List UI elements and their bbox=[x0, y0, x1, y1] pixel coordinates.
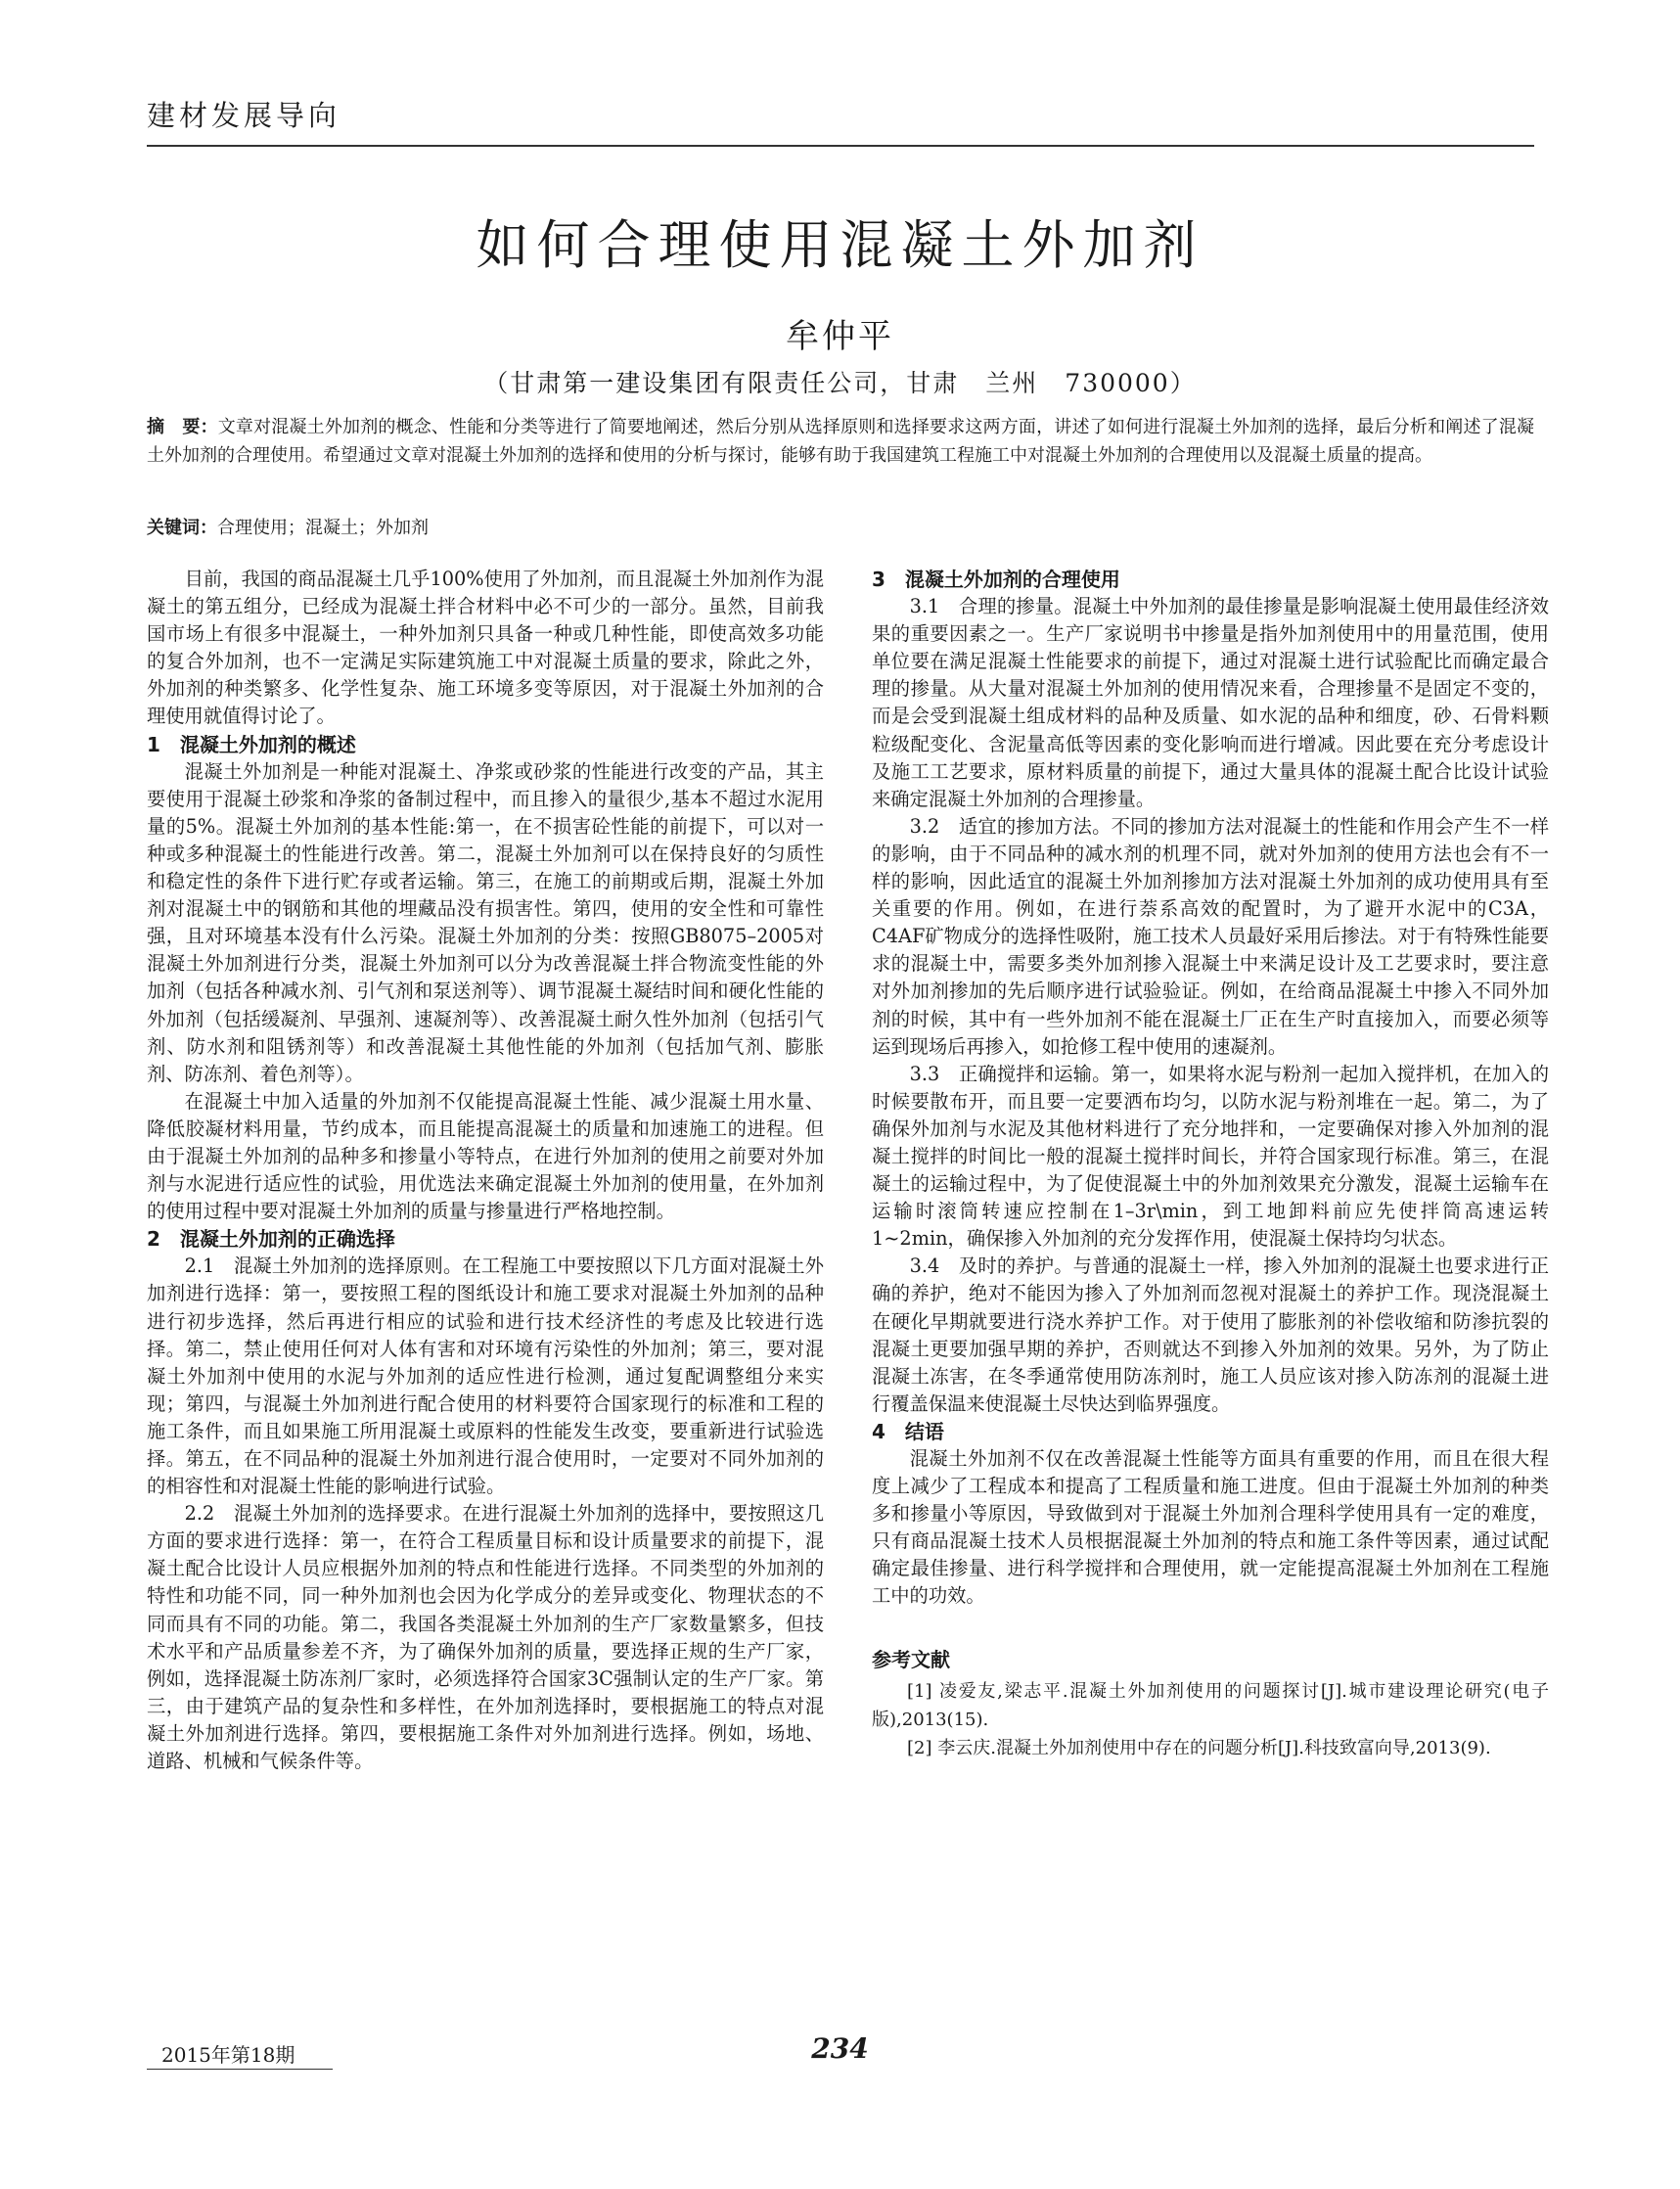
section-4-paragraph: 混凝土外加剂不仅在改善混凝土性能等方面具有重要的作用，而且在很大程度上减少了工程成本和提高了工程质量和施工进度。但由于混凝土外加剂的种类多和掺量小等原因，导致做到对于混凝土外加剂合理科学使用具有一定的难度，只有商品混凝土技术人员根据混凝土外加剂的特点和施工条件等因素，通过试配确定最佳掺量、进行科学搅拌和合理使用，就一定能提高混凝土外加剂在工程施工中的功效。 bbox=[872, 1447, 1549, 1608]
affiliation: （甘肃第一建设集团有限责任公司，甘肃 兰州 730000） bbox=[483, 369, 1197, 397]
section-3-4-paragraph: 3.4 及时的养护。与普通的混凝土一样，掺入外加剂的混凝土也要求进行正确的养护，绝对不能因为掺入了外加剂而忽视对混凝土的养护工作。现浇混凝土在硬化早期就要进行浇水养护工作。对于使用了膨胀剂的补偿收缩和防渗抗裂的混凝土更要加强早期的养护，否则就达不到掺入外加剂的效果。另外，为了防止混凝土冻害，在冬季通常使用防冻剂时，施工人员应该对掺入防冻剂的混凝土进行覆盖保温来使混凝土尽快达到临界强度。 bbox=[872, 1254, 1549, 1415]
section-2-1-paragraph: 2.1 混凝土外加剂的选择原则。在工程施工中要按照以下几方面对混凝土外加剂进行选择：第一，要按照工程的图纸设计和施工要求对混凝土外加剂的品种进行初步选择，然后再进行相应的试验和进行技术经济性的考虑及比较进行选择。第二，禁止使用任何对人体有害和对环境有污染性的外加剂；第三，要对混凝土外加剂中使用的水泥与外加剂的适应性进行检测，通过复配调整组分来实现；第四，与混凝土外加剂进行配合使用的材料要符合国家现行的标准和工程的施工条件，而且如果施工所用混凝土或原料的性能发生改变，要重新进行试验选择。第五，在不同品种的混凝土外加剂进行混合使用时，一定要对不同外加剂的的相容性和对混凝土性能的影响进行试验。 bbox=[147, 1254, 824, 1498]
keywords-label: 关键词： bbox=[147, 518, 217, 538]
keywords bbox=[147, 514, 1534, 542]
right-column bbox=[872, 566, 1549, 1762]
section-1-paragraph-2: 在混凝土中加入适量的外加剂不仅能提高混凝土性能、减少混凝土用水量、降低胶凝材料用量，节约成本，而且能提高混凝土的质量和加速施工的进程。但由于混凝土外加剂的品种多和掺量小等特点，在进行外加剂的使用之前要对外加剂与水泥进行适应性的试验，用优选法来确定混凝土外加剂的使用量，在外加剂的使用过程中要对混凝土外加剂的质量与掺量进行严格地控制。 bbox=[147, 1089, 824, 1223]
reference-item: [2] 李云庆.混凝土外加剂使用中存在的问题分析[J].科技致富向导,2013(9). bbox=[907, 1737, 1491, 1758]
section-3-heading: 3 混凝土外加剂的合理使用 bbox=[872, 568, 1120, 591]
references-heading: 参考文献 bbox=[872, 1647, 950, 1671]
section-3-3-paragraph: 3.3 正确搅拌和运输。第一，如果将水泥与粉剂一起加入搅拌机，在加入的时候要散布开，而且要一定要洒布均匀，以防水泥与粉剂堆在一起。第二，为了确保外加剂与水泥及其他材料进行了充分地拌和，一定要确保对掺入外加剂的混凝土搅拌的时间比一般的混凝土搅拌时间长，并符合国家现行标准。第三，在混凝土的运输过程中，为了促使混凝土中的外加剂效果充分激发，混凝土运输车在运输时滚筒转速应控制在1–3r\min，到工地卸料前应先使拌筒高速运转1~2min，确保掺入外加剂的充分发挥作用，使混凝土保持均匀状态。 bbox=[872, 1062, 1549, 1251]
intro-paragraph: 目前，我国的商品混凝土几乎100%使用了外加剂，而且混凝土外加剂作为混凝土的第五组分，已经成为混凝土拌合材料中必不可少的一部分。虽然，目前我国市场上有很多中混凝土，一种外加剂只具备一种或几种性能，即使高效多功能的复合外加剂，也不一定满足实际建筑施工中对混凝土质量的要求，除此之外，外加剂的种类繁多、化学性复杂、施工环境多变等原因，对于混凝土外加剂的合理使用就值得讨论了。 bbox=[147, 568, 824, 728]
reference-item: [1] 凌爱友,梁志平.混凝土外加剂使用的问题探讨[J].城市建设理论研究(电子版),2013(15). bbox=[872, 1680, 1549, 1730]
section-1-heading: 1 混凝土外加剂的概述 bbox=[147, 732, 356, 756]
abstract-label: 摘 要： bbox=[147, 417, 218, 437]
abstract bbox=[147, 413, 1534, 470]
abstract-text: 文章对混凝土外加剂的概念、性能和分类等进行了简要地阐述，然后分别从选择原则和选择要求这两方面，讲述了如何进行混凝土外加剂的选择，最后分析和阐述了混凝土外加剂的合理使用。希望通过文章对混凝土外加剂的选择和使用的分析与探讨，能够有助于我国建筑工程施工中对混凝土外加剂的合理使用以及混凝土质量的提高。 bbox=[147, 417, 1534, 466]
journal-name: 建材发展导向 bbox=[147, 99, 341, 132]
article-title: 如何合理使用混凝土外加剂 bbox=[476, 214, 1204, 276]
issue-label: 2015年第18期 bbox=[161, 2043, 295, 2067]
section-1-paragraph-1: 混凝土外加剂是一种能对混凝土、净浆或砂浆的性能进行改变的产品，其主要使用于混凝土砂浆和净浆的备制过程中，而且掺入的量很少,基本不超过水泥用量的5%。混凝土外加剂的基本性能:第一，在不损害砼性能的前提下，可以对一种或多种混凝土的性能进行改善。第二，混凝土外加剂可以在保持良好的匀质性和稳定性的条件下进行贮存或者运输。第三，在施工的前期或后期，混凝土外加剂对混凝土中的钢筋和其他的埋藏品没有损害性。第四，使用的安全性和可靠性强，且对环境基本没有什么污染。混凝土外加剂的分类：按照GB8075–2005对混凝土外加剂进行分类，混凝土外加剂可以分为改善混凝土拌合物流变性能的外加剂（包括各种减水剂、引气剂和泵送剂等）、调节混凝土凝结时间和硬化性能的外加剂（包括缓凝剂、早强剂、速凝剂等）、改善混凝土耐久性外加剂（包括引气剂、防水剂和阻锈剂等）和改善混凝土其他性能的外加剂（包括加气剂、膨胀剂、防冻剂、着色剂等）。 bbox=[147, 759, 824, 1085]
header-rule bbox=[147, 145, 1534, 147]
section-2-heading: 2 混凝土外加剂的正确选择 bbox=[147, 1227, 395, 1252]
page-number: 234 bbox=[811, 2032, 869, 2065]
section-4-heading: 4 结语 bbox=[872, 1419, 944, 1443]
section-3-1-paragraph: 3.1 合理的掺量。混凝土中外加剂的最佳掺量是影响混凝土使用最佳经济效果的重要因素之一。生产厂家说明书中掺量是指外加剂使用中的用量范围，使用单位要在满足混凝土性能要求的前提下，通过对混凝土进行试验配比而确定最合理的掺量。从大量对混凝土外加剂的使用情况来看，合理掺量不是固定不变的，而是会受到混凝土组成材料的品种及质量、如水泥的品种和细度，砂、石骨料颗粒级配变化、含泥量高低等因素的变化影响而进行增减。因此要在充分考虑设计及施工工艺要求，原材料质量的前提下，通过大量具体的混凝土配合比设计试验来确定混凝土外加剂的合理掺量。 bbox=[872, 595, 1549, 810]
left-column bbox=[147, 566, 824, 1775]
footer-rule bbox=[147, 2069, 333, 2070]
section-3-2-paragraph: 3.2 适宜的掺加方法。不同的掺加方法对混凝土的性能和作用会产生不一样的影响，由于不同品种的减水剂的机理不同，就对外加剂的使用方法也会有不一样的影响，因此适宜的混凝土外加剂掺加方法对混凝土外加剂的成功使用具有至关重要的作用。例如，在进行萘系高效的配置时，为了避开水泥中的C3A，C4AF矿物成分的选择性吸附，施工技术人员最好采用后掺法。对于有特殊性能要求的混凝土中，需要多类外加剂掺入混凝土中来满足设计及工艺要求时，要注意对外加剂掺加的先后顺序进行试验验证。例如，在给商品混凝土中掺入不同外加剂的时候，其中有一些外加剂不能在混凝土厂正在生产时直接加入，而要必须等运到现场后再掺入，如抢修工程中使用的速凝剂。 bbox=[872, 814, 1549, 1058]
author-name: 牟仲平 bbox=[786, 317, 894, 356]
section-2-2-paragraph: 2.2 混凝土外加剂的选择要求。在进行混凝土外加剂的选择中，要按照这几方面的要求进行选择：第一，在符合工程质量目标和设计质量要求的前提下，混凝土配合比设计人员应根据外加剂的特点和性能进行选择。不同类型的外加剂的特性和功能不同，同一种外加剂也会因为化学成分的差异或变化、物理状态的不同而具有不同的功能。第二，我国各类混凝土外加剂的生产厂家数量繁多，但技术水平和产品质量参差不齐，为了确保外加剂的质量，要选择正规的生产厂家，例如，选择混凝土防冻剂厂家时，必须选择符合国家3C强制认定的生产厂家。第三，由于建筑产品的复杂性和多样性，在外加剂选择时，要根据施工的特点对混凝土外加剂进行选择。第四，要根据施工条件对外加剂进行选择。例如，场地、道路、机械和气候条件等。 bbox=[147, 1502, 824, 1773]
keywords-text: 合理使用；混凝土；外加剂 bbox=[217, 518, 429, 538]
